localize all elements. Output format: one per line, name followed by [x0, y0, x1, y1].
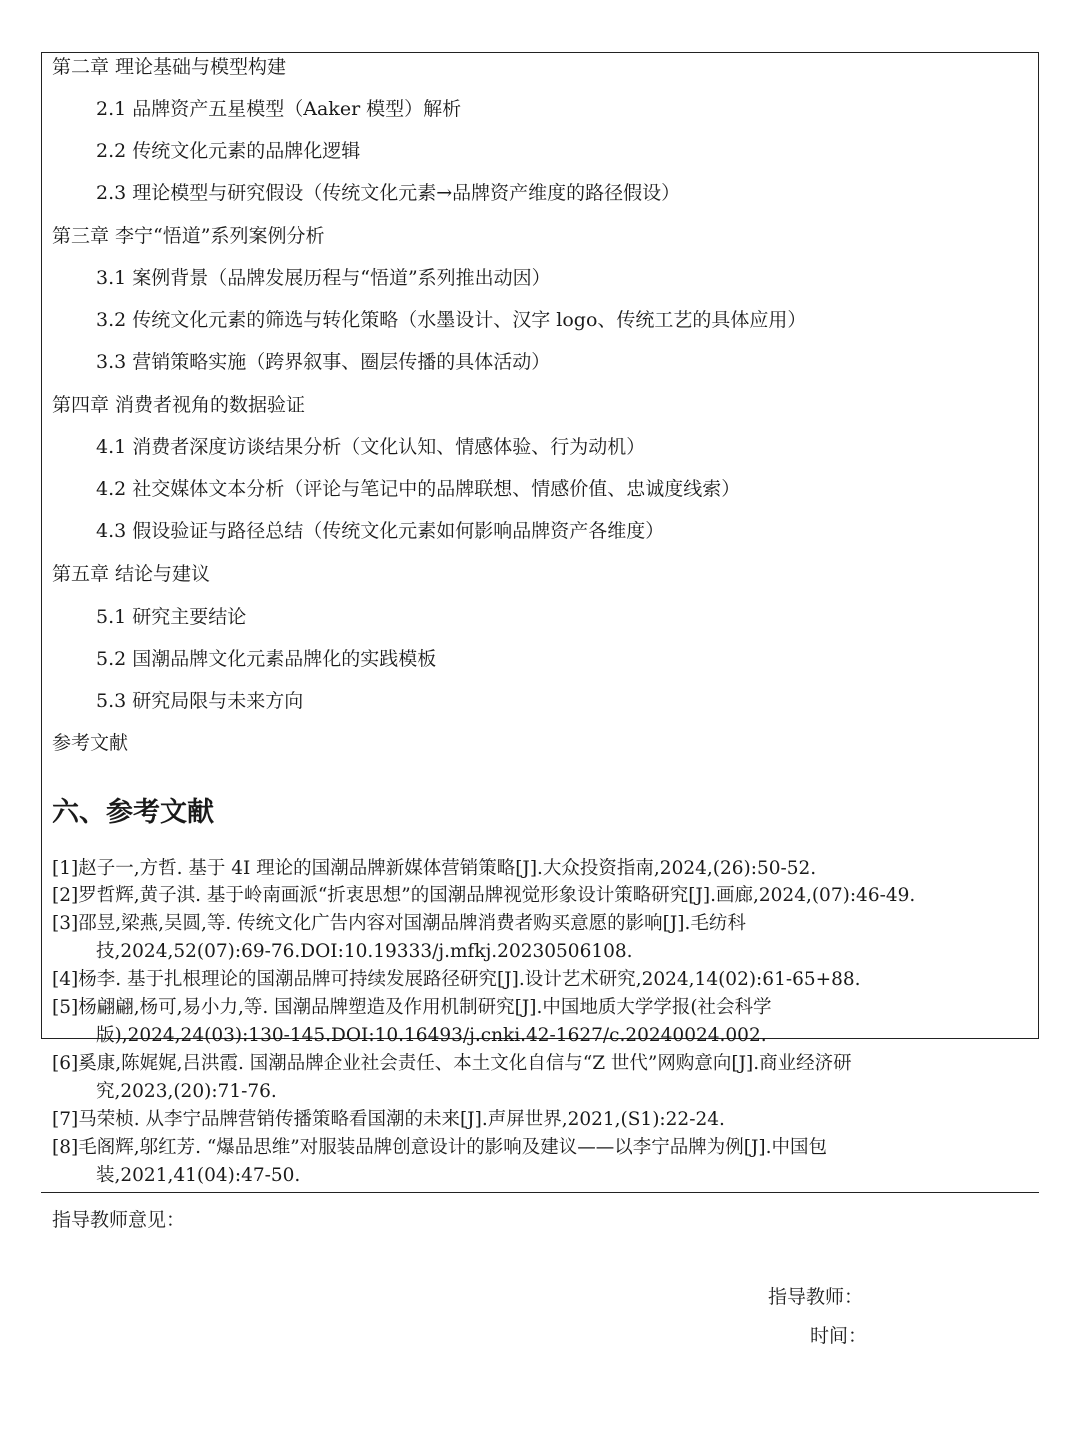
toc-item-2-2: 2.2 传统文化元素的品牌化逻辑 — [96, 140, 361, 162]
toc-item-5-3: 5.3 研究局限与未来方向 — [96, 690, 304, 712]
reference-1: [1]赵子一,方哲. 基于 4I 理论的国潮品牌新媒体营销策略[J].大众投资指南,2024,(26):50-52. — [52, 858, 817, 879]
toc-chapter-5: 第五章 结论与建议 — [52, 563, 211, 585]
toc-item-3-1: 3.1 案例背景（品牌发展历程与“悟道”系列推出动因） — [96, 267, 551, 289]
advisor-opinion-label: 指导教师意见： — [52, 1209, 186, 1231]
reference-5: [5]杨翩翩,杨可,易小力,等. 国潮品牌塑造及作用机制研究[J].中国地质大学学报(社会科学 — [52, 997, 772, 1018]
reference-2: [2]罗哲辉,黄子淇. 基于岭南画派“折衷思想”的国潮品牌视觉形象设计策略研究[J].画廊,2024,(07):46-49. — [52, 885, 916, 906]
toc-item-3-3: 3.3 营销策略实施（跨界叙事、圈层传播的具体活动） — [96, 351, 551, 373]
reference-4: [4]杨李. 基于扎根理论的国潮品牌可持续发展路径研究[J].设计艺术研究,2024,14(02):61-65+88. — [52, 969, 861, 990]
toc-chapter-2: 第二章 理论基础与模型构建 — [52, 56, 287, 78]
toc-item-4-1: 4.1 消费者深度访谈结果分析（文化认知、情感体验、行为动机） — [96, 436, 646, 458]
toc-item-4-3: 4.3 假设验证与路径总结（传统文化元素如何影响品牌资产各维度） — [96, 520, 665, 542]
reference-5-continued: 版),2024,24(03):130-145.DOI:10.16493/j.cnki.42-1627/c.20240024.002. — [96, 1025, 767, 1046]
reference-8: [8]毛阁辉,邬红芳. “爆品思维”对服装品牌创意设计的影响及建议——以李宁品牌为例[J].中国包 — [52, 1137, 827, 1158]
toc-item-5-1: 5.1 研究主要结论 — [96, 606, 247, 628]
section-divider — [41, 1192, 1039, 1193]
reference-6: [6]奚康,陈娓娓,吕洪霞. 国潮品牌企业社会责任、本土文化自信与“Z 世代”网购意向[J].商业经济研 — [52, 1053, 852, 1074]
toc-item-5-2: 5.2 国潮品牌文化元素品牌化的实践模板 — [96, 648, 437, 670]
reference-3: [3]邵昱,梁燕,吴圆,等. 传统文化广告内容对国潮品牌消费者购买意愿的影响[J].毛纺科 — [52, 913, 746, 934]
reference-3-continued: 技,2024,52(07):69-76.DOI:10.19333/j.mfkj.20230506108. — [96, 941, 633, 962]
advisor-signature-label: 指导教师： — [768, 1286, 864, 1308]
references-heading: 六、参考文献 — [52, 797, 214, 828]
toc-references: 参考文献 — [52, 732, 129, 754]
toc-item-2-3: 2.3 理论模型与研究假设（传统文化元素→品牌资产维度的路径假设） — [96, 182, 681, 204]
advisor-time-label: 时间： — [810, 1325, 868, 1347]
toc-item-2-1: 2.1 品牌资产五星模型（Aaker 模型）解析 — [96, 98, 462, 120]
toc-chapter-4: 第四章 消费者视角的数据验证 — [52, 394, 306, 416]
reference-6-continued: 究,2023,(20):71-76. — [96, 1081, 277, 1102]
toc-item-4-2: 4.2 社交媒体文本分析（评论与笔记中的品牌联想、情感价值、忠诚度线索） — [96, 478, 741, 500]
toc-chapter-3: 第三章 李宁“悟道”系列案例分析 — [52, 225, 325, 247]
toc-item-3-2: 3.2 传统文化元素的筛选与转化策略（水墨设计、汉字 logo、传统工艺的具体应用） — [96, 309, 807, 331]
reference-8-continued: 装,2021,41(04):47-50. — [96, 1165, 301, 1186]
reference-7: [7]马荣桢. 从李宁品牌营销传播策略看国潮的未来[J].声屏世界,2021,(S1):22-24. — [52, 1109, 725, 1130]
